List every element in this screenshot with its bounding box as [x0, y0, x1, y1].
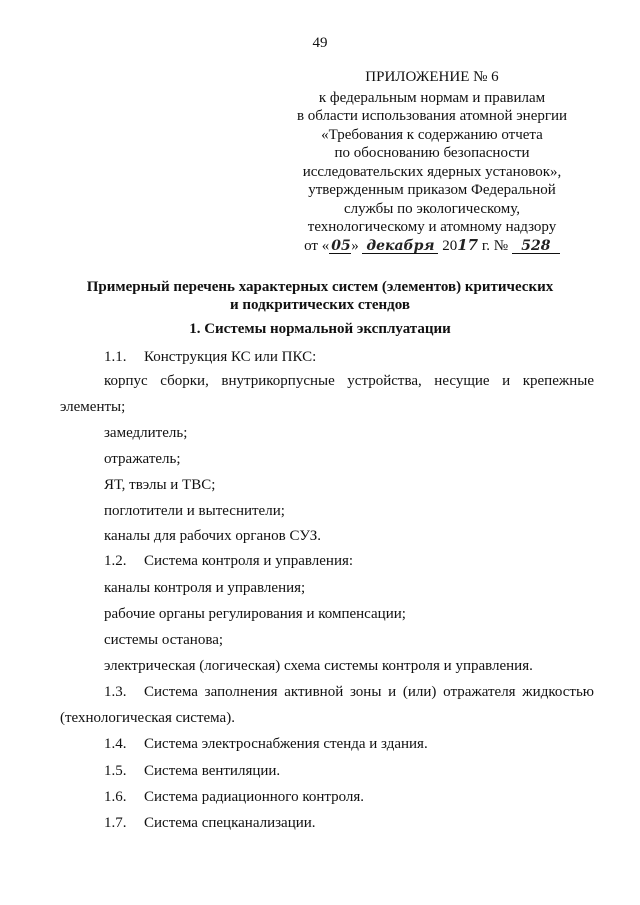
list-line: ЯТ, твэлы и ТВС; [104, 477, 216, 493]
list-line: корпус сборки, внутрикорпусные устройства, несущие и крепежные [104, 373, 594, 389]
item-text: Система заполнения активной зоны и (или) отражателя жидкостью [144, 684, 594, 700]
item-number: 1.7. [104, 815, 127, 831]
item-text: Система спецканализации. [144, 815, 316, 831]
list-item-1-3 [104, 684, 594, 701]
list-line: элементы; [60, 399, 126, 415]
annex-date-line [282, 237, 582, 256]
document-title [60, 278, 580, 314]
document-title-line-2: и подкритических стендов [230, 297, 410, 313]
date-quote-close: » [351, 237, 359, 254]
annex-line: в области использования атомной энергии [296, 108, 568, 124]
item-number: 1.1. [104, 349, 127, 365]
annex-line: утвержденным приказом Федеральной [308, 182, 556, 198]
order-number-label: г. № [481, 237, 509, 254]
annex-line: технологическому и атомному надзору [307, 219, 557, 235]
item-text: Система радиационного контроля. [144, 789, 365, 805]
annex-line: к федеральным нормам и правилам [318, 89, 546, 106]
page-number: 49 [312, 35, 328, 51]
handwritten-order-number: 528 [512, 239, 560, 254]
item-number: 1.2. [104, 553, 127, 569]
list-line: рабочие органы регулирования и компенсации; [104, 606, 406, 622]
list-item-1-7 [104, 815, 316, 832]
item-number: 1.4. [104, 736, 127, 752]
item-number: 1.3. [104, 684, 127, 700]
item-number: 1.5. [104, 763, 127, 779]
list-line: системы останова; [104, 632, 224, 648]
list-line: каналы контроля и управления; [104, 580, 306, 596]
item-text: Конструкция КС или ПКС: [144, 349, 317, 365]
list-line: каналы для рабочих органов СУЗ. [104, 528, 322, 544]
handwritten-day: 05 [331, 237, 351, 254]
annex-line: «Требования к содержанию отчета [321, 126, 543, 143]
annex-line: по обоснованию безопасности [334, 145, 530, 161]
item-text: Система электроснабжения стенда и здания. [144, 736, 428, 752]
annex-title: ПРИЛОЖЕНИЕ № 6 [365, 69, 499, 85]
list-item-1-4 [104, 736, 428, 753]
annex-line: исследовательских ядерных установок», [302, 163, 562, 180]
list-line: отражатель; [104, 451, 181, 467]
handwritten-month: декабря [362, 239, 438, 254]
section-heading: 1. Системы нормальной эксплуатации [189, 321, 451, 337]
list-line: замедлитель; [104, 425, 188, 441]
year-prefix: 20 [442, 237, 458, 254]
annex-block [282, 68, 582, 255]
list-line: (технологическая система). [60, 710, 235, 726]
handwritten-year: 17 [457, 235, 479, 254]
item-text: Система контроля и управления: [144, 553, 354, 569]
list-item-1-5 [104, 763, 280, 780]
list-item-1-6 [104, 789, 364, 806]
item-text: Система вентиляции. [144, 763, 281, 779]
list-line: поглотители и вытеснители; [104, 503, 285, 519]
item-number: 1.6. [104, 789, 127, 805]
annex-line: службы по экологическому, [344, 200, 520, 217]
list-line: электрическая (логическая) схема системы контроля и управления. [104, 658, 533, 674]
list-item-1-1 [104, 349, 316, 366]
list-item-1-2 [104, 553, 353, 570]
date-prefix: от « [304, 237, 330, 254]
document-title-line-1: Примерный перечень характерных систем (элементов) критических [86, 279, 554, 295]
